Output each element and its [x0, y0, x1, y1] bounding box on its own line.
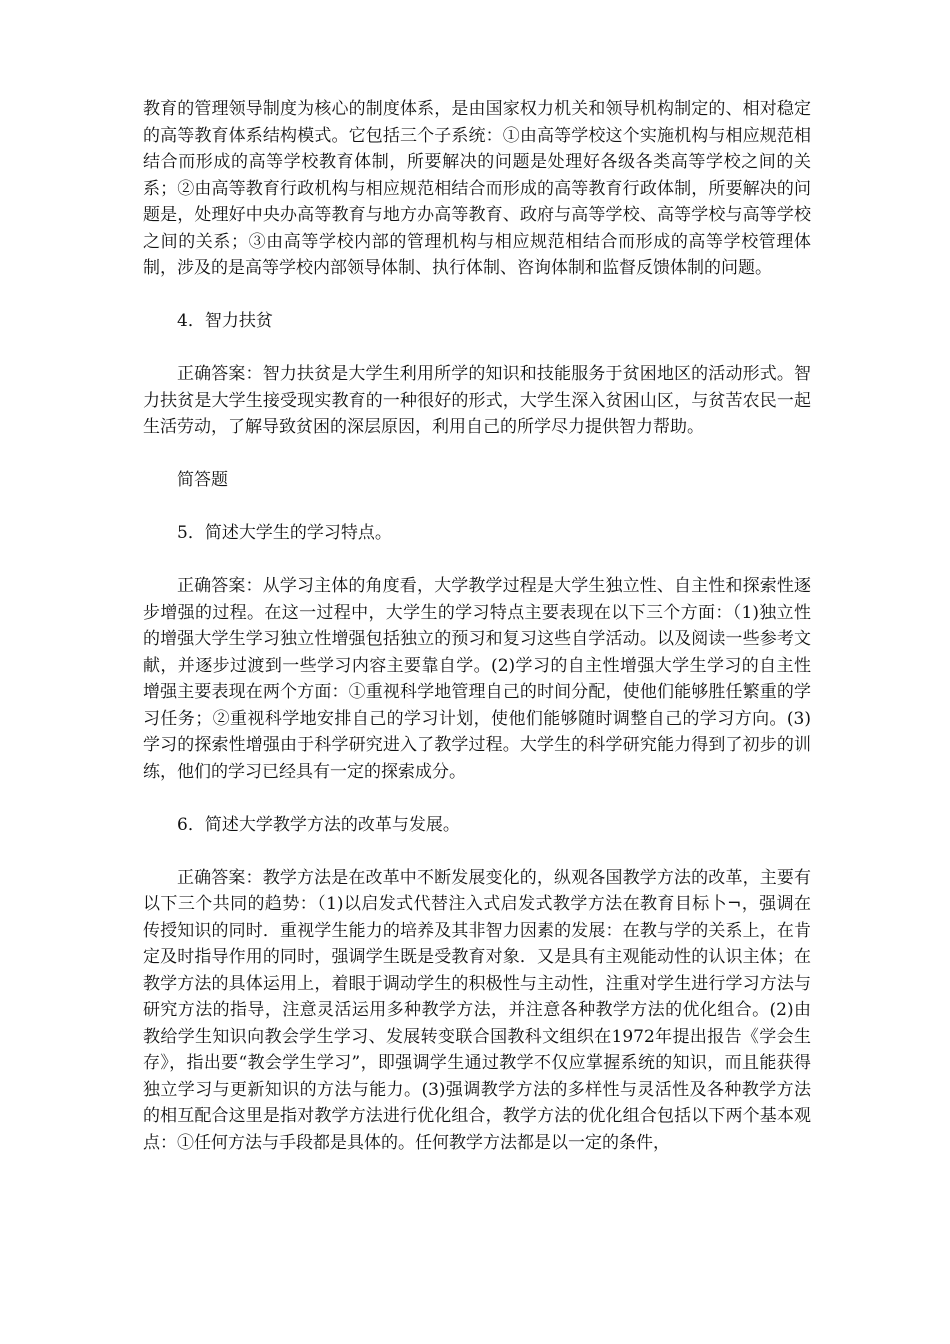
- question-heading-4: 4．智力扶贫: [177, 311, 273, 331]
- question-heading-6: 6．简述大学教学方法的改革与发展。: [177, 814, 460, 835]
- answer-paragraph-4: 正确答案：智力扶贫是大学生利用所学的知识和技能服务于贫困地区的活动形式。智力扶贫是大学生接受现实教育的一种很好的形式，大学生深入贫困山区，与贫苦农民一起生活劳动，了解导致贫困的深层原因，利用自己的所学尽力提供智力帮助。: [143, 364, 811, 437]
- answer-paragraph-5: 正确答案：从学习主体的角度看，大学教学过程是大学生独立性、自主性和探索性逐步增强的过程。在这一过程中，大学生的学习特点主要表现在以下三个方面：（1)独立性的增强大学生学习独立性增强包括独立的预习和复习这些自学活动。以及阅读一些参考文献，并逐步过渡到一些学习内容主要靠自学。(2)学习的自主性增强大学生学习的自主性增强主要表现在两个方面：①重视科学地管理自己的时间分配，使他们能够胜任繁重的学习任务；②重视科学地安排自己的学习计划，使他们能够随时调整自己的学习方向。(3)学习的探索性增强由于科学研究进入了教学过程。大学生的科学研究能力得到了初步的训练，他们的学习已经具有一定的探索成分。: [143, 576, 811, 782]
- section-heading-short-answer: 简答题: [177, 470, 228, 490]
- paragraph-system-definition: 教育的管理领导制度为核心的制度体系，是由国家权力机关和领导机构制定的、相对稳定的高等教育体系结构模式。它包括三个子系统：①由高等学校这个实施机构与相应规范相结合而形成的高等学校教育体制，所要解决的问题是处理好各级各类高等学校之间的关系；②由高等教育行政机构与相应规范相结合而形成的高等教育行政体制，所要解决的问题是，处理好中央办高等教育与地方办高等教育、政府与高等学校、高等学校与高等学校之间的关系；③由高等学校内部的管理机构与相应规范相结合而形成的高等学校管理体制，涉及的是高等学校内部领导体制、执行体制、咨询体制和监督反馈体制的问题。: [143, 99, 811, 278]
- question-heading-5: 5．简述大学生的学习特点。: [177, 523, 392, 543]
- document-body: [143, 96, 811, 1156]
- answer-paragraph-6: 正确答案：教学方法是在改革中不断发展变化的，纵观各国教学方法的改革，主要有以下三个共同的趋势：（1)以启发式代替注入式启发式教学方法在教育目标卜¬，强调在传授知识的同时．重视学生能力的培养及其非智力因素的发展：在教与学的关系上，在肯定及时指导作用的同时，强调学生既是受教育对象．又是具有主观能动性的认识主体；在教学方法的具体运用上，着眼于调动学生的积极性与主动性，注重对学生进行学习方法与研究方法的指导，注意灵活运用多种教学方法，并注意各种教学方法的优化组合。(2)由教给学生知识向教会学生学习、发展转变联合国教科文组织在1972年提出报告《学会生存》，指出要“教会学生学习”，即强调学生通过教学不仅应掌握系统的知识，而且能获得独立学习与更新知识的方法与能力。(3)强调教学方法的多样性与灵活性及各种教学方法的相互配合这里是指对教学方法进行优化组合，教学方法的优化组合包括以下两个基本观点：①任何方法与手段都是具体的。任何教学方法都是以一定的条件，: [143, 867, 811, 1153]
